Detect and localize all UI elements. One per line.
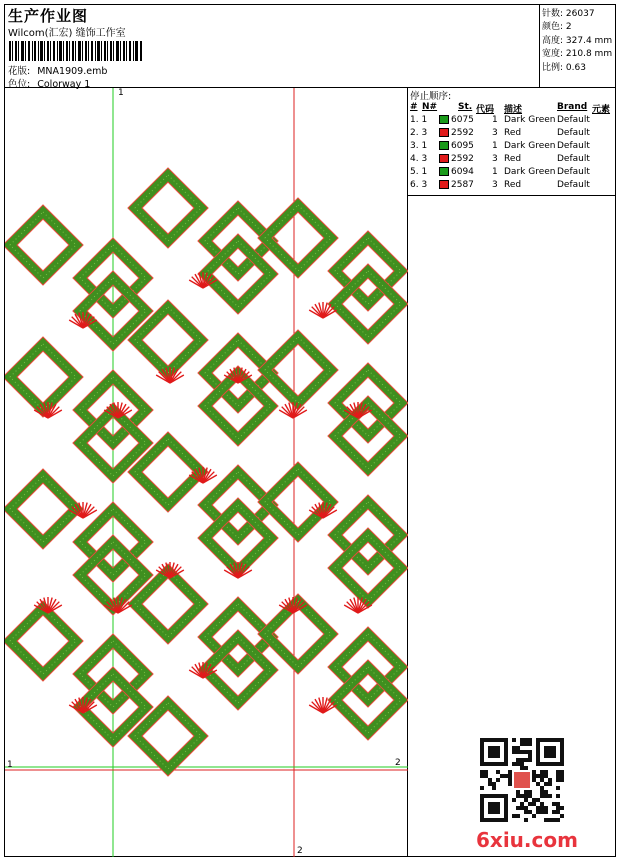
design-preview [5, 88, 408, 857]
lattice-diamond [10, 476, 76, 542]
row-brand: Default [557, 128, 590, 138]
row-description: Red [504, 180, 522, 190]
watermark-text: 6xiu.com [476, 828, 578, 852]
row-description: Dark Green [504, 167, 556, 177]
embroidery-design [5, 88, 408, 857]
row-stitches: 2592 [451, 154, 474, 164]
lattice-diamond-outline [135, 175, 201, 241]
row-code: 1 [492, 115, 498, 125]
col-code: 代码 [476, 105, 495, 115]
row-index: 3. 1 [410, 141, 428, 151]
stop-sequence-row [408, 128, 615, 141]
row-brand: Default [557, 167, 590, 177]
col-number: N# [422, 102, 438, 112]
axis-label-left: 1 [7, 760, 13, 770]
axis-label-right: 2 [395, 758, 401, 768]
stat-height: 高度: 327.4 mm [542, 36, 613, 46]
row-index: 1. 1 [410, 115, 428, 125]
design-file-row [8, 63, 107, 77]
row-stitches: 2587 [451, 180, 474, 190]
color-swatch [439, 128, 449, 137]
stat-stitches: 针数: 26037 [542, 9, 595, 19]
row-code: 3 [492, 128, 498, 138]
lattice-diamond-outline [10, 608, 76, 674]
design-filename: MNA1909.emb [37, 66, 108, 77]
col-description: 描述 [504, 105, 523, 115]
colorway-label: 色位: [8, 79, 31, 90]
stat-scale: 比例: 0.63 [542, 63, 586, 73]
col-stitches: St. [458, 102, 473, 112]
stop-sequence-row [408, 180, 615, 193]
design-label: 花版: [8, 66, 31, 77]
colorway-value: Colorway 1 [37, 79, 91, 90]
lattice-stitch-texture [135, 175, 201, 241]
row-brand: Default [557, 180, 590, 190]
stop-sequence-row [408, 154, 615, 167]
row-code: 3 [492, 154, 498, 164]
row-brand: Default [557, 141, 590, 151]
row-code: 3 [492, 180, 498, 190]
row-stitches: 2592 [451, 128, 474, 138]
row-index: 4. 3 [410, 154, 428, 164]
row-index: 2. 3 [410, 128, 428, 138]
page-title: 生产作业图 [8, 7, 89, 25]
row-brand: Default [557, 115, 590, 125]
axis-label-bottom: 2 [297, 846, 303, 856]
lattice-diamond [135, 175, 201, 241]
barcode-icon [9, 41, 143, 61]
stats-panel [540, 5, 615, 88]
row-description: Red [504, 154, 522, 164]
stop-sequence-title: 停止顺序: [410, 91, 452, 102]
lattice-diamond [10, 212, 76, 278]
lattice-diamond [10, 608, 76, 674]
row-code: 1 [492, 141, 498, 151]
lattice-stitch-texture [10, 344, 76, 410]
stop-sequence-panel [408, 88, 615, 196]
col-element: 元素 [592, 105, 611, 115]
stat-width: 宽度: 210.8 mm [542, 49, 613, 59]
lattice-diamond-outline [10, 476, 76, 542]
row-index: 6. 3 [410, 180, 428, 190]
color-swatch [439, 115, 449, 124]
color-swatch [439, 141, 449, 150]
row-stitches: 6094 [451, 167, 474, 177]
lattice-stitch-texture [10, 212, 76, 278]
row-description: Red [504, 128, 522, 138]
row-brand: Default [557, 154, 590, 164]
stop-sequence-row [408, 141, 615, 154]
stat-colors: 颜色: 2 [542, 22, 572, 32]
lattice-stitch-texture [10, 608, 76, 674]
qr-code-icon [480, 738, 564, 822]
color-swatch [439, 167, 449, 176]
row-index: 5. 1 [410, 167, 428, 177]
row-code: 1 [492, 167, 498, 177]
col-brand: Brand [557, 102, 588, 112]
color-swatch [439, 180, 449, 189]
row-stitches: 6075 [451, 115, 474, 125]
row-description: Dark Green [504, 115, 556, 125]
studio-subtitle: Wilcom(汇宏) 缝饰工作室 [8, 28, 126, 39]
header-panel [5, 5, 540, 88]
color-swatch [439, 154, 449, 163]
lattice-diamond-outline [10, 212, 76, 278]
stop-sequence-row [408, 115, 615, 128]
col-hash: # [410, 102, 418, 112]
lattice-diamond-outline [10, 344, 76, 410]
lattice-diamond [10, 344, 76, 410]
stop-sequence-row [408, 167, 615, 180]
axis-label-top: 1 [118, 88, 124, 98]
row-stitches: 6095 [451, 141, 474, 151]
lattice-stitch-texture [10, 476, 76, 542]
row-description: Dark Green [504, 141, 556, 151]
